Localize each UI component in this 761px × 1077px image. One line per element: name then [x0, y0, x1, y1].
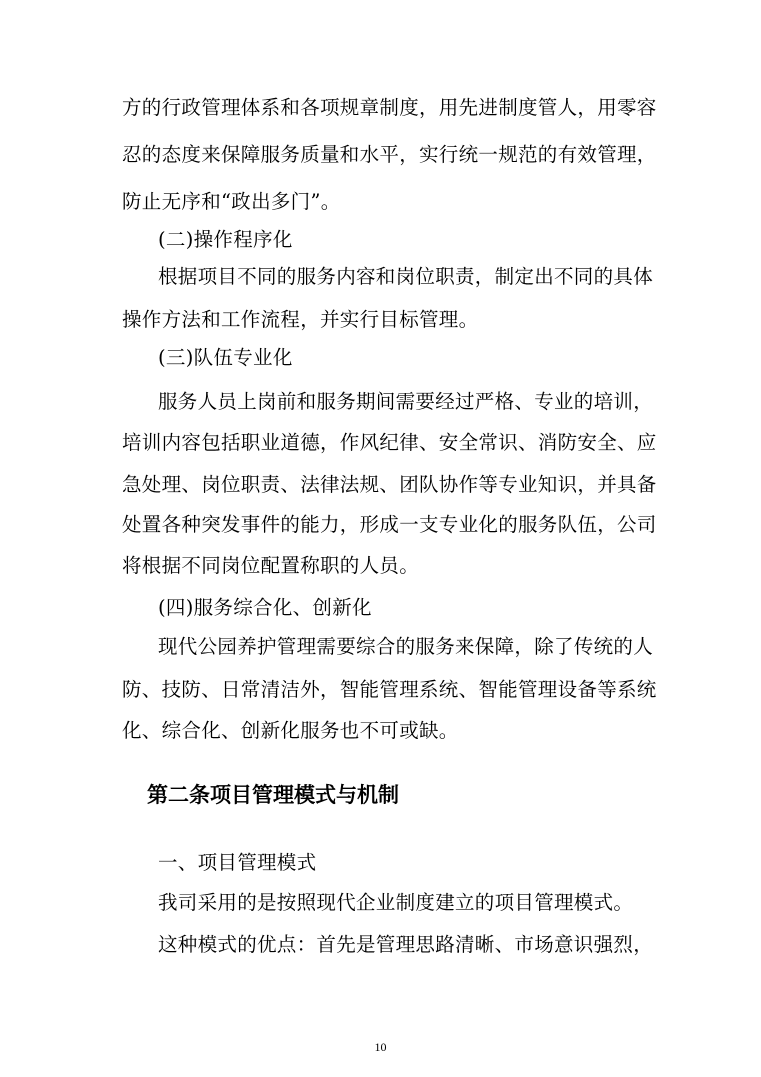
paragraph-line: 化、综合化、创新化服务也不可或缺。	[122, 719, 459, 742]
subsection-heading: (二)操作程序化	[158, 228, 293, 251]
paragraph-line: 忍的态度来保障服务质量和水平，实行统一规范的有效管理，	[122, 143, 657, 166]
paragraph-line: 培训内容包括职业道德，作风纪律、安全常识、消防安全、应	[122, 431, 657, 454]
subsection-heading: 一、项目管理模式	[158, 851, 317, 874]
paragraph-line: 防止无序和“政出多门”。	[122, 190, 341, 213]
paragraph-line: 这种模式的优点：首先是管理思路清晰、市场意识强烈，	[158, 933, 654, 956]
page-number: 10	[374, 1040, 387, 1054]
subsection-heading: (四)服务综合化、创新化	[158, 596, 372, 619]
paragraph-line: 防、技防、日常清洁外，智能管理系统、智能管理设备等系统	[122, 678, 657, 701]
paragraph-line: 根据项目不同的服务内容和岗位职责，制定出不同的具体	[158, 265, 654, 288]
paragraph-line: 急处理、岗位职责、法律法规、团队协作等专业知识，并具备	[122, 473, 657, 496]
paragraph-line: 方的行政管理体系和各项规章制度，用先进制度管人，用零容	[122, 96, 657, 119]
section-title: 第二条项目管理模式与机制	[147, 783, 399, 807]
paragraph-line: 服务人员上岗前和服务期间需要经过严格、专业的培训，	[158, 390, 654, 413]
paragraph-line: 将根据不同岗位配置称职的人员。	[122, 554, 420, 577]
subsection-heading: (三)队伍专业化	[158, 346, 293, 369]
paragraph-line: 处置各种突发事件的能力，形成一支专业化的服务队伍，公司	[122, 513, 657, 536]
paragraph-line: 操作方法和工作流程，并实行目标管理。	[122, 308, 479, 331]
paragraph-line: 现代公园养护管理需要综合的服务来保障，除了传统的人	[158, 635, 654, 658]
paragraph-line: 我司采用的是按照现代企业制度建立的项目管理模式。	[158, 891, 634, 914]
